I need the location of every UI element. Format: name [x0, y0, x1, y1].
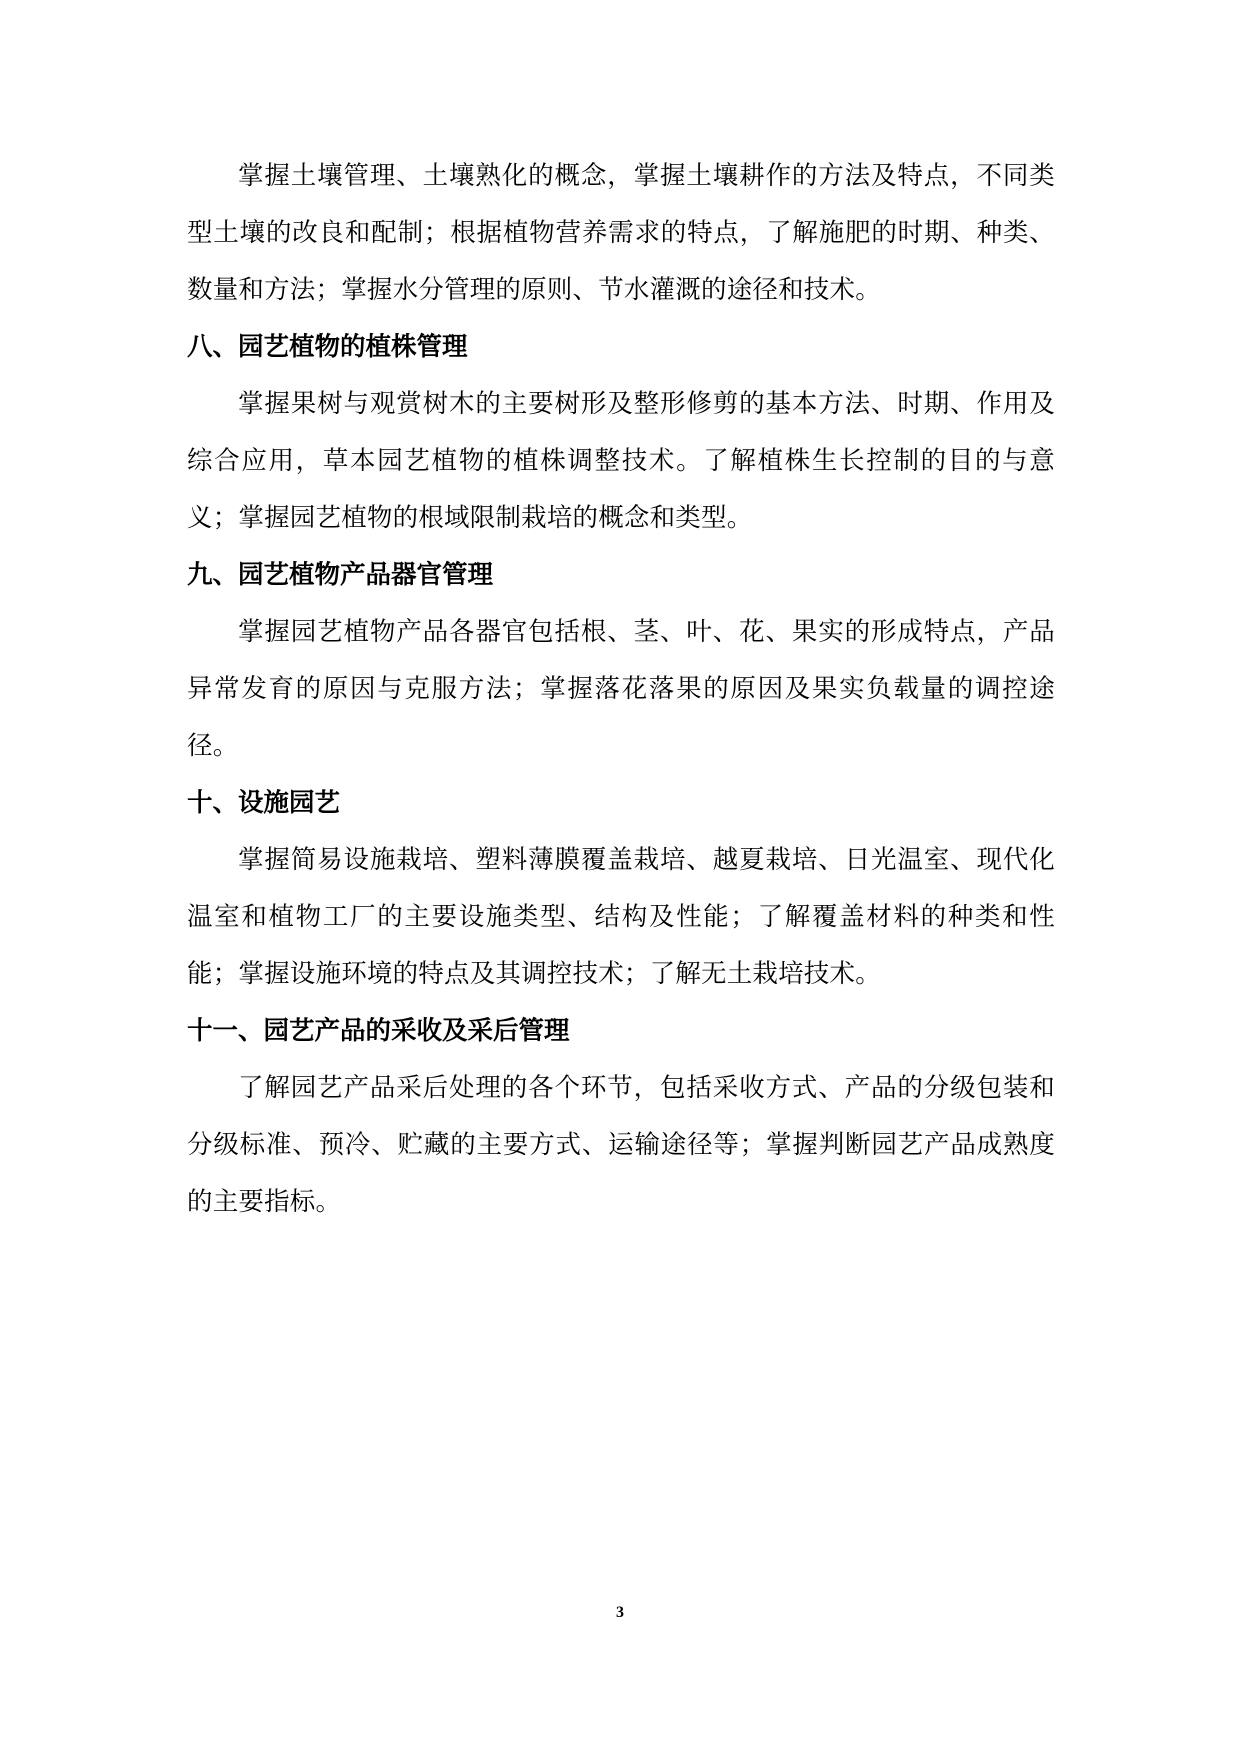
heading-section-11: 十一、园艺产品的采收及采后管理 — [187, 1016, 570, 1046]
document-page — [187, 148, 1055, 1231]
heading-section-8: 八、园艺植物的植株管理 — [187, 332, 468, 362]
paragraph-section-9: 掌握园艺植物产品各器官包括根、茎、叶、花、果实的形成特点，产品异常发育的原因与克服方法；掌握落花落果的原因及果实负载量的调控途径。 — [187, 617, 1055, 761]
paragraph-section-11: 了解园艺产品采后处理的各个环节，包括采收方式、产品的分级包装和分级标准、预冷、贮藏的主要方式、运输途径等；掌握判断园艺产品成熟度的主要指标。 — [187, 1073, 1055, 1217]
heading-section-10: 十、设施园艺 — [187, 788, 341, 818]
page-number: 3 — [616, 1604, 624, 1621]
paragraph-section-8: 掌握果树与观赏树木的主要树形及整形修剪的基本方法、时期、作用及综合应用，草本园艺植物的植株调整技术。了解植株生长控制的目的与意义；掌握园艺植物的根域限制栽培的概念和类型。 — [187, 389, 1055, 533]
paragraph-section-10: 掌握简易设施栽培、塑料薄膜覆盖栽培、越夏栽培、日光温室、现代化温室和植物工厂的主要设施类型、结构及性能；了解覆盖材料的种类和性能；掌握设施环境的特点及其调控技术；了解无土栽培技术。 — [187, 845, 1055, 989]
heading-section-9: 九、园艺植物产品器官管理 — [187, 560, 494, 590]
paragraph-soil-management: 掌握土壤管理、土壤熟化的概念，掌握土壤耕作的方法及特点，不同类型土壤的改良和配制；根据植物营养需求的特点，了解施肥的时期、种类、数量和方法；掌握水分管理的原则、节水灌溉的途径和技术。 — [187, 161, 1055, 305]
